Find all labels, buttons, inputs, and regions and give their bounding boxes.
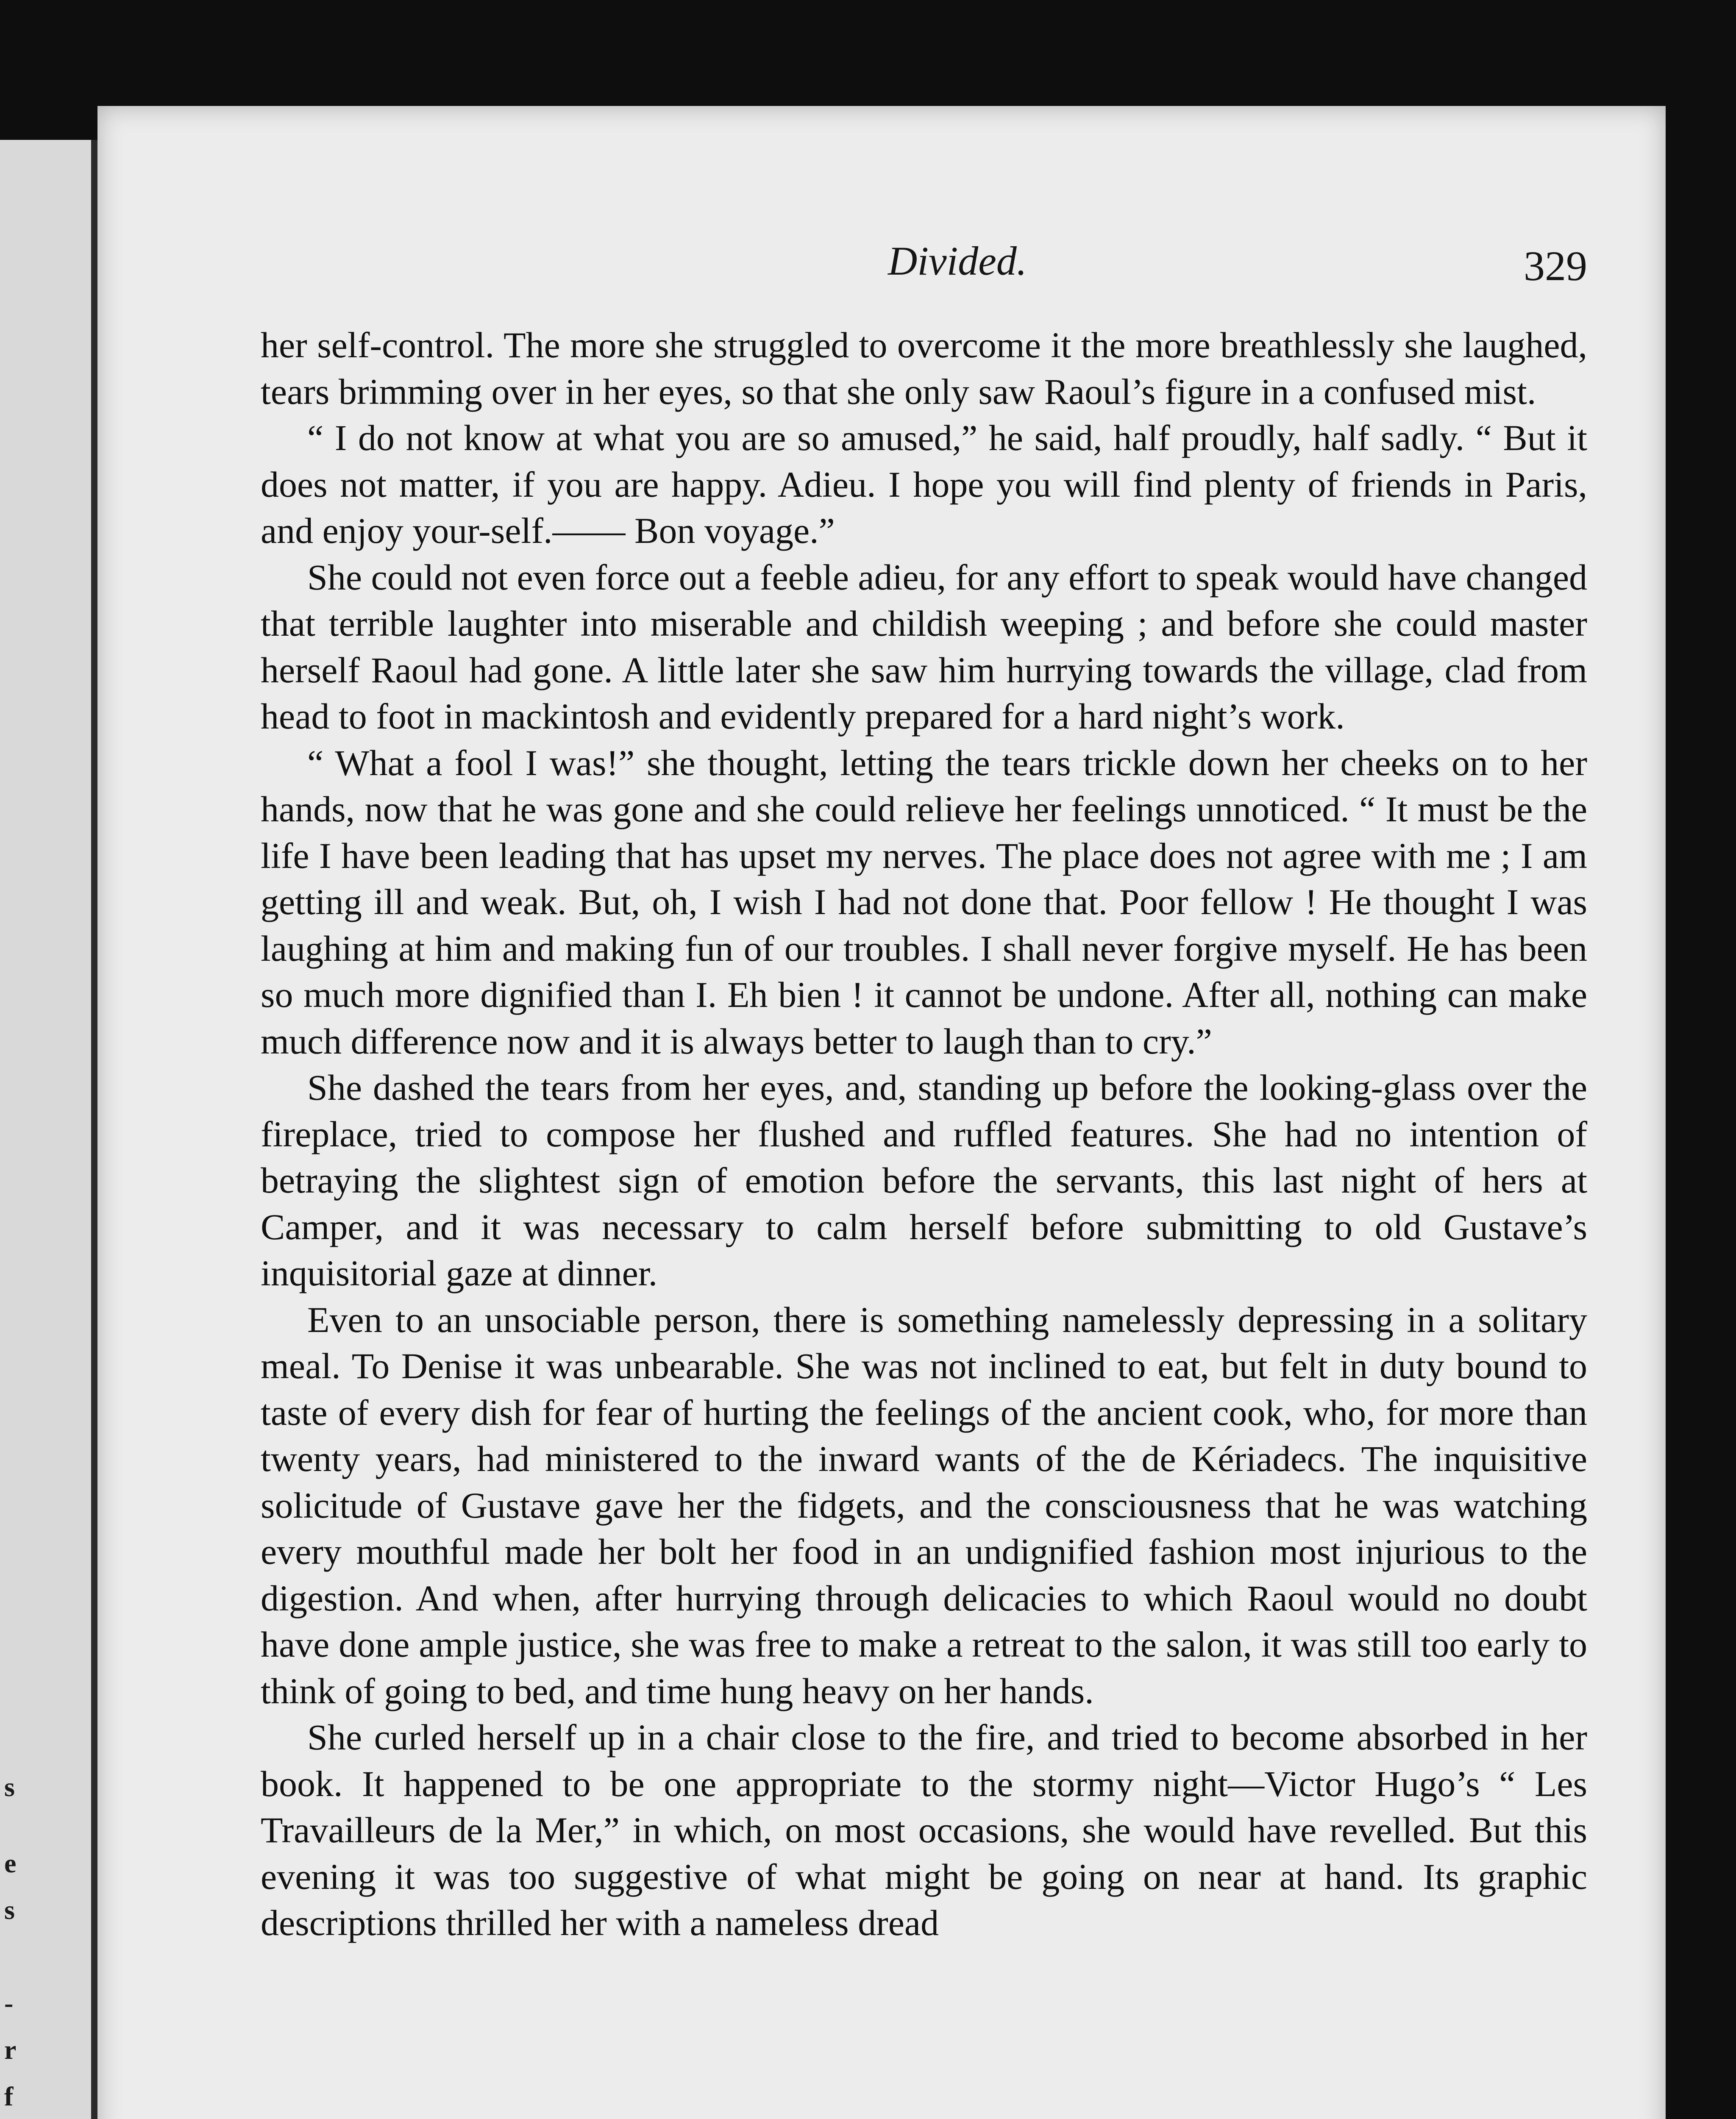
paragraph: “ I do not know at what you are so amused,” he said, half proudly, half sadly. “ But it does not matter, if you are happy. Adieu. I hope you will find plenty of friends in Paris, and enjoy your-self.—— Bon voyage.”: [261, 417, 1587, 551]
running-title: Divided.: [888, 238, 1027, 284]
paragraph: her self-control. The more she struggled to overcome it the more breathlessly she laughed, tears brimming over in her eyes, so that she only saw Raoul’s figure in a confused mist.: [261, 325, 1587, 412]
facing-page-margin-letters: [0, 140, 91, 2119]
body-text: [261, 322, 1587, 1947]
paragraph: She could not even force out a feeble adieu, for any effort to speak would have changed that terrible laughter into miserable and childish weeping ; and before she could master herself Raoul had gone. A little later she saw him hurrying towards the village, clad from head to foot in mackintosh and evidently prepared for a hard night’s work.: [261, 556, 1587, 737]
margin-letter: e: [4, 1848, 17, 1878]
page-number: 329: [1524, 242, 1587, 289]
book-page: [97, 106, 1666, 2119]
margin-letter: s: [4, 1895, 15, 1925]
paragraph: Even to an unsociable person, there is something namelessly depressing in a solitary meal. To Denise it was unbearable. She was not inclined to eat, but felt in duty bound to taste of every dish for fear of hurting the feelings of the ancient cook, who, for more than twenty years, had ministered to the inward wants of the de Kériadecs. The inquisitive solicitude of Gustave gave her the fidgets, and the consciousness that he was watching every mouthful made her bolt her food in an undignified fashion most injurious to the digestion. And when, after hurrying through delicacies to which Raoul would no doubt have done ample justice, she was free to make a retreat to the salon, it was still too early to think of going to bed, and time hung heavy on her hands.: [261, 1299, 1587, 1711]
margin-letter: r: [4, 2035, 17, 2065]
facing-page-edge: [0, 140, 99, 2119]
paragraph: “ What a fool I was!” she thought, letting the tears trickle down her cheeks on to her hands, now that he was gone and she could relieve her feelings unnoticed. “ It must be the life I have been leading that has upset my nerves. The place does not agree with me ; I am getting ill and weak. But, oh, I wish I had not done that. Poor fellow ! He thought I was laughing at him and making fun of our troubles. I shall never forgive myself. He has been so much more dignified than I. Eh bien ! it cannot be undone. After all, nothing can make much difference now and it is always better to laugh than to cry.”: [261, 742, 1587, 1062]
page-header: [261, 233, 1587, 292]
paragraph: She dashed the tears from her eyes, and, standing up before the looking-glass over the fireplace, tried to compose her flushed and ruffled features. She had no intention of betraying the slightest sign of emotion before the servants, this last night of hers at Camper, and it was necessary to calm herself before submitting to old Gustave’s inquisitorial gaze at dinner.: [261, 1067, 1587, 1293]
margin-letter: s: [4, 1772, 15, 1802]
margin-letter: f: [4, 2081, 14, 2111]
margin-letter: -: [4, 1988, 14, 2018]
paragraph: She curled herself up in a chair close to the fire, and tried to become absorbed in her book. It happened to be one appropriate to the stormy night—Victor Hugo’s “ Les Travailleurs de la Mer,” in which, on most occasions, she would have revelled. But this evening it was too suggestive of what might be going on near at hand. Its graphic descriptions thrilled her with a nameless dread: [261, 1717, 1587, 1943]
